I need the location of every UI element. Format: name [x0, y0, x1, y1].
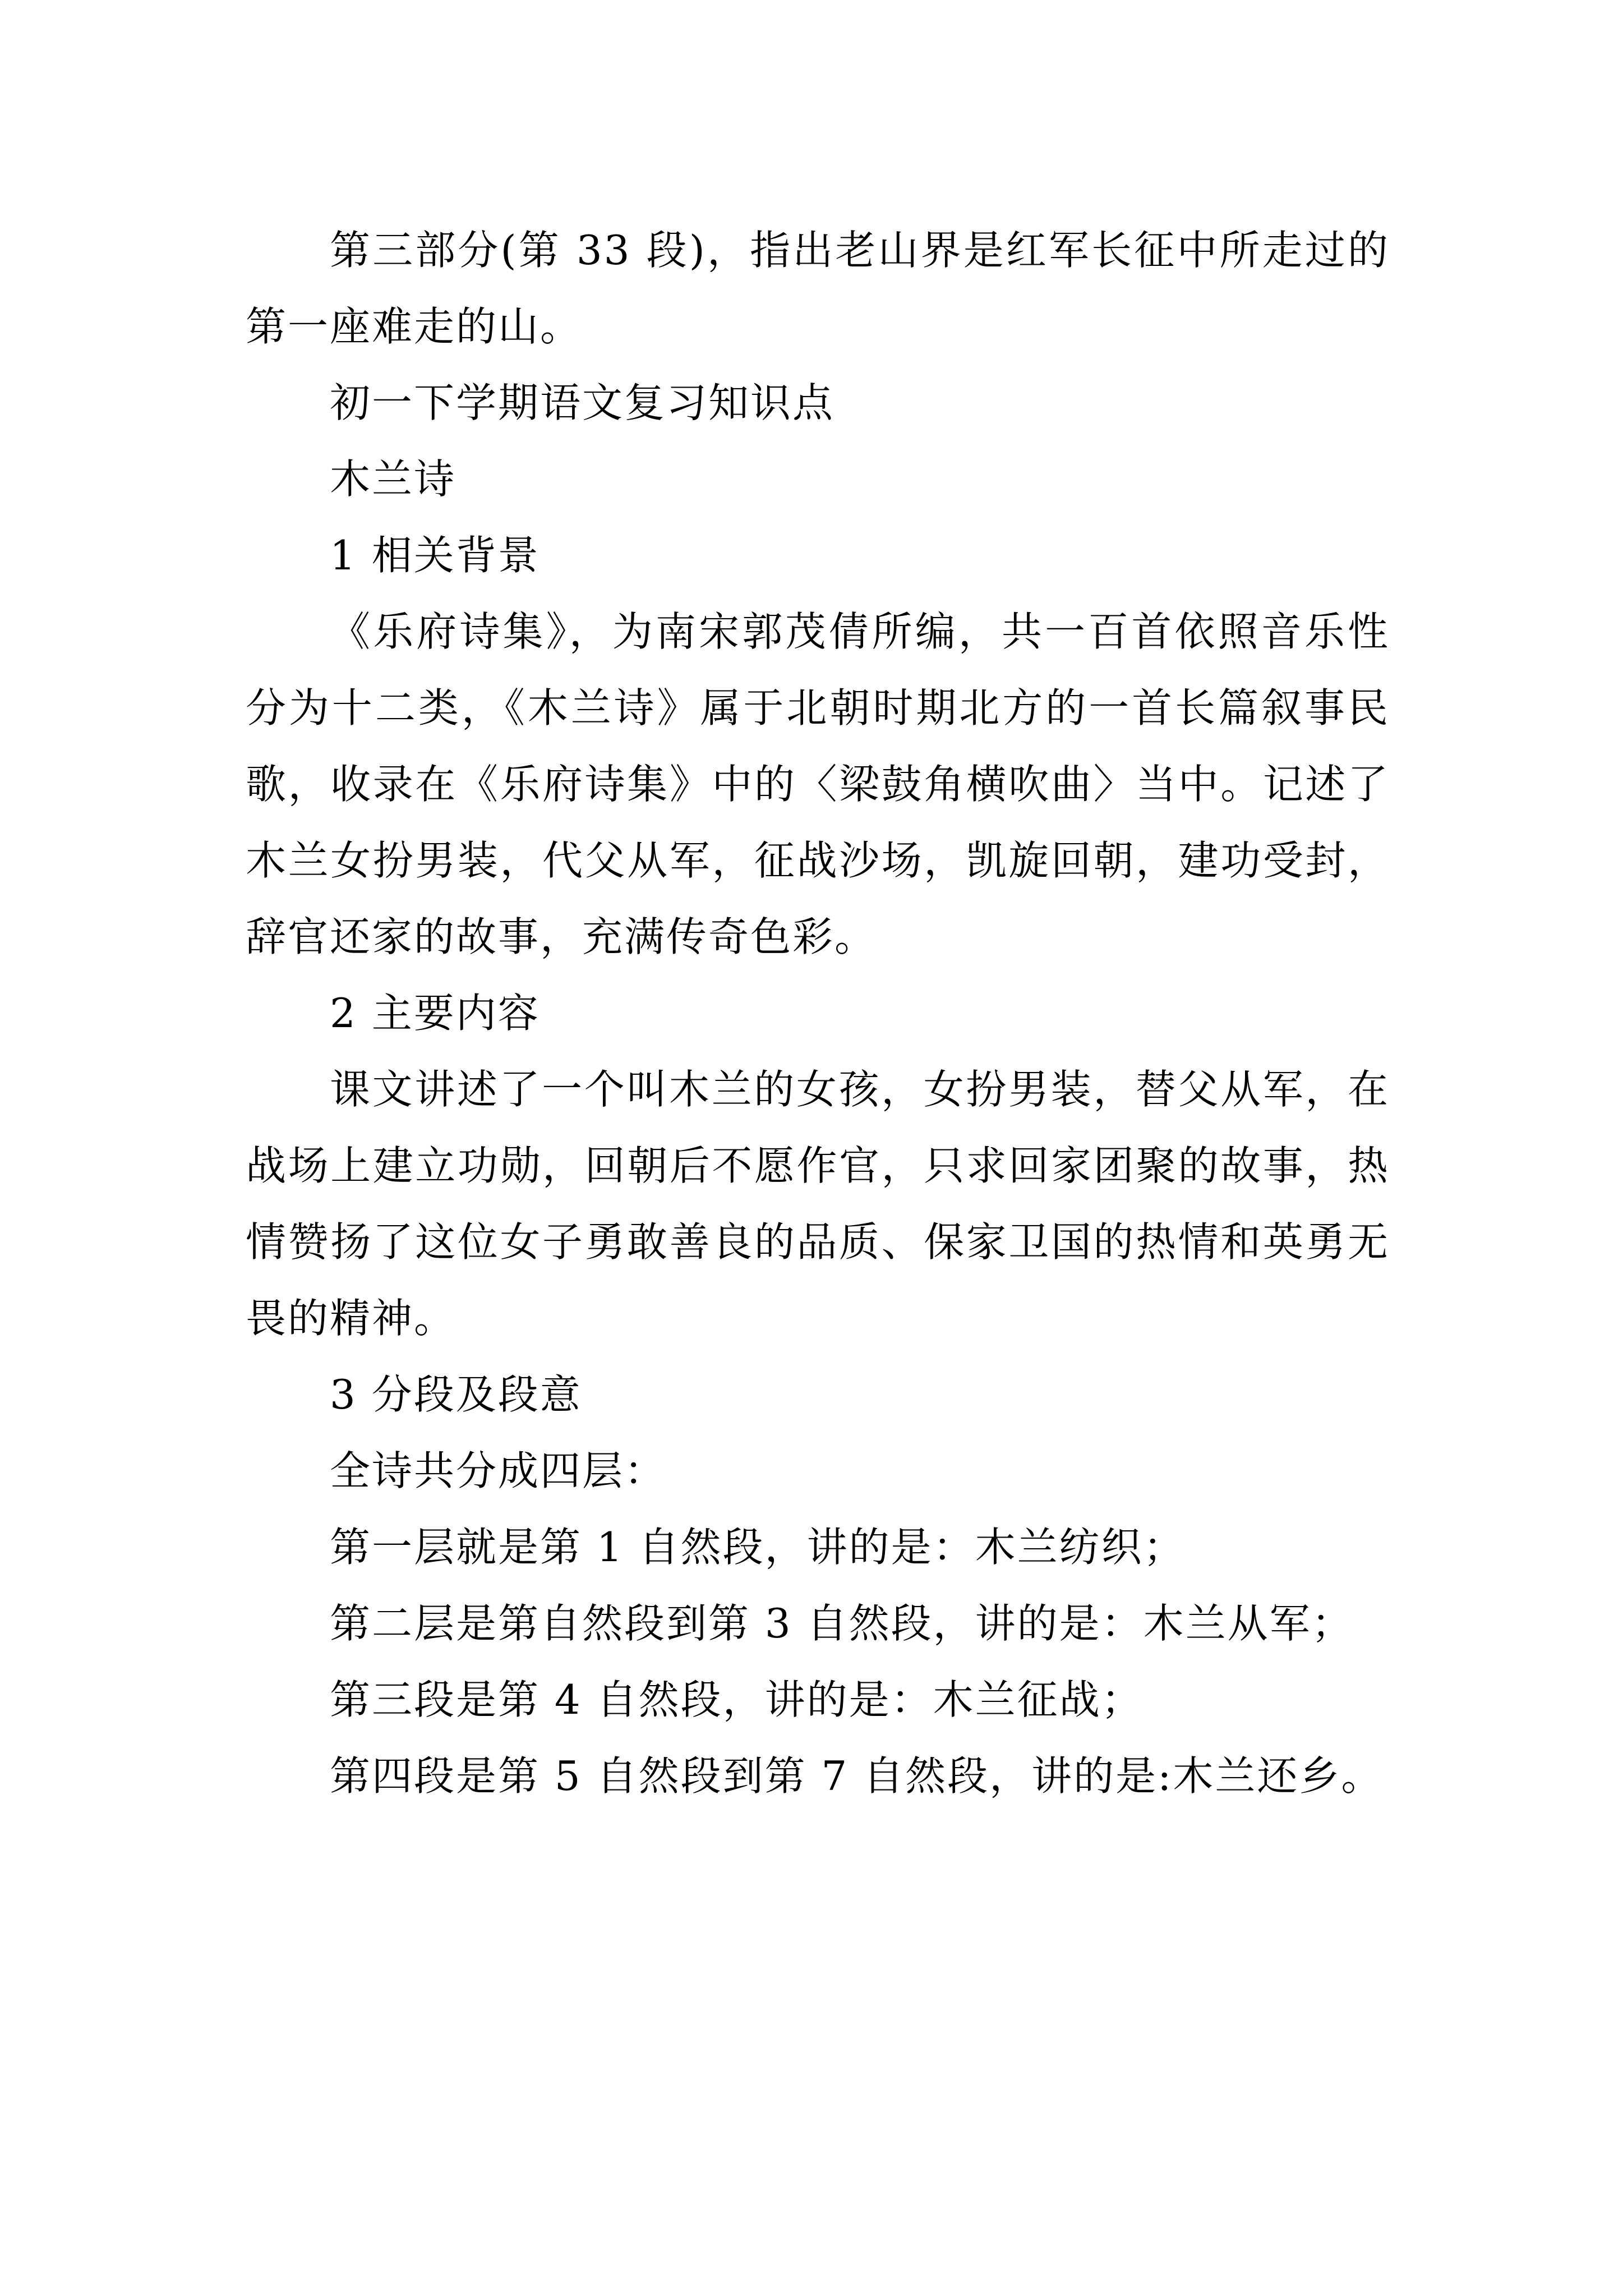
list-item-layer-two: 第二层是第自然段到第 3 自然段，讲的是：木兰从军； [330, 1600, 1354, 1647]
subheading-sections: 3 分段及段意 [330, 1371, 582, 1418]
poem-title: 木兰诗 [330, 455, 457, 503]
paragraph-main-content: 课文讲述了一个叫木兰的女孩，女扮男装，替父从军，在战场上建立功勋，回朝后不愿作官，只求回家团聚的故事，热情赞扬了这位女子勇敢善良的品质、保家卫国的热情和英勇无畏的精神。 [246, 1066, 1390, 1342]
list-item-layer-one: 第一层就是第 1 自然段，讲的是：木兰纺织； [330, 1524, 1186, 1571]
paragraph-background: 《乐府诗集》，为南宋郭茂倩所编，共一百首依照音乐性分为十二类，《木兰诗》属于北朝时期北方的一首长篇叙事民歌，收录在《乐府诗集》中的〈梁鼓角横吹曲〉当中。记述了木兰女扮男装，代父从军，征战沙场，凯旋回朝，建功受封，辞官还家的故事，充满传奇色彩。 [246, 608, 1390, 960]
list-item-layer-four: 第四段是第 5 自然段到第 7 自然段，讲的是:木兰还乡。 [330, 1752, 1384, 1800]
paragraph-sections-intro: 全诗共分成四层： [330, 1447, 667, 1494]
list-item-layer-three: 第三段是第 4 自然段，讲的是：木兰征战； [330, 1676, 1144, 1723]
subheading-main-content: 2 主要内容 [330, 990, 540, 1037]
subheading-background: 1 相关背景 [330, 532, 540, 579]
paragraph-part-three-summary: 第三部分(第 33 段)，指出老山界是红军长征中所走过的第一座难走的山。 [246, 227, 1390, 350]
document-body [246, 212, 1390, 1814]
section-heading-review-points: 初一下学期语文复习知识点 [330, 379, 835, 426]
